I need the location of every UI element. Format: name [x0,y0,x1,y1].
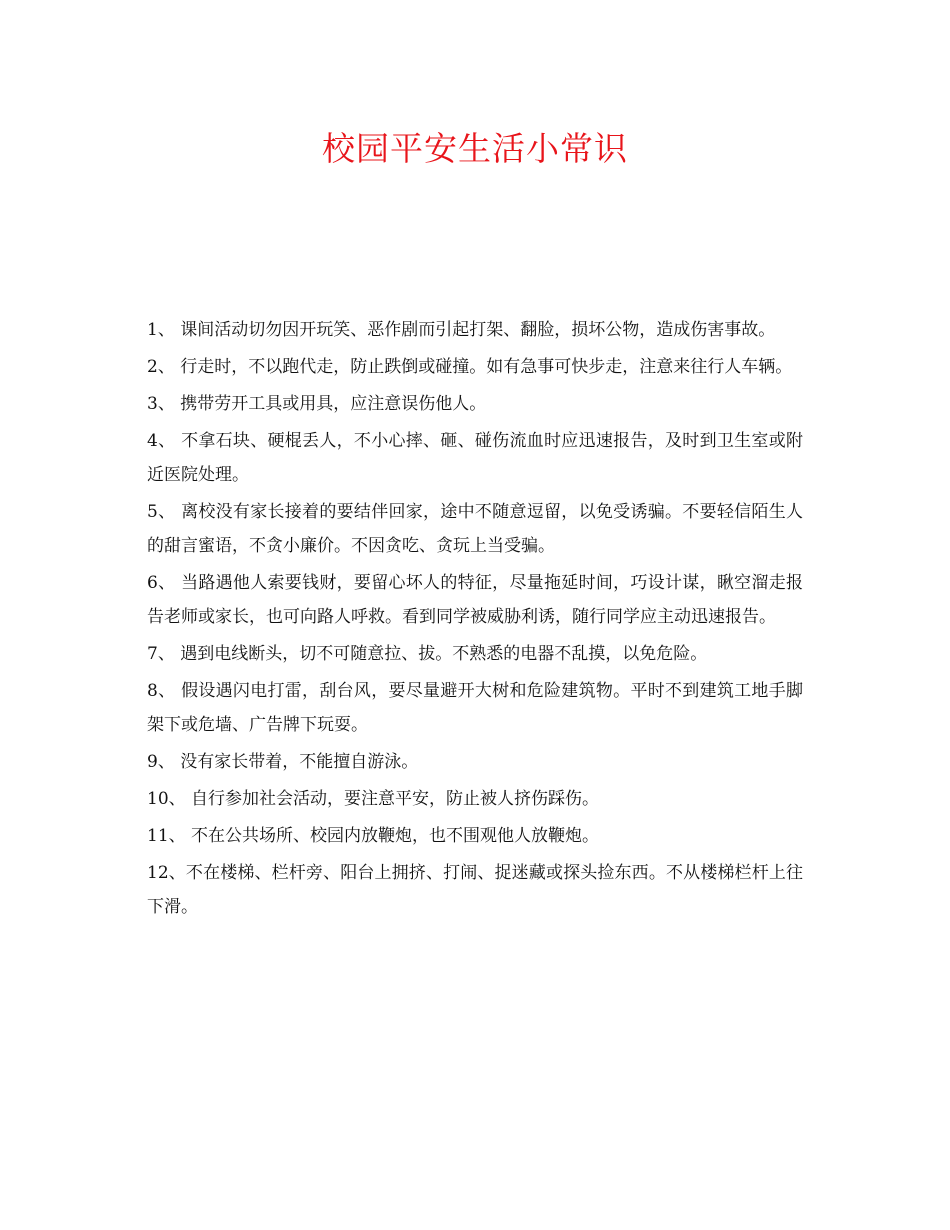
page-title: 校园平安生活小常识 [322,129,628,168]
list-item: 5、 离校没有家长接着的要结伴回家，途中不随意逗留，以免受诱骗。不要轻信陌生人的甜言蜜语，不贪小廉价。不因贪吃、贪玩上当受骗。 [147,502,803,556]
list-item: 7、 遇到电线断头，切不可随意拉、拔。不熟悉的电器不乱摸，以免危险。 [147,644,708,664]
list-item: 6、 当路遇他人索要钱财，要留心坏人的特征，尽量拖延时间，巧设计谋，瞅空溜走报告老师或家长，也可向路人呼救。看到同学被威胁利诱，随行同学应主动迅速报告。 [147,573,803,627]
list-item: 10、 自行参加社会活动，要注意平安，防止被人挤伤踩伤。 [147,789,600,809]
list-item: 12、不在楼梯、栏杆旁、阳台上拥挤、打闹、捉迷藏或探头捡东西。不从楼梯栏杆上往下滑。 [147,863,803,917]
list-item: 1、 课间活动切勿因开玩笑、恶作剧而引起打架、翻脸，损坏公物，造成伤害事故。 [147,320,776,340]
list-item: 2、 行走时，不以跑代走，防止跌倒或碰撞。如有急事可快步走，注意来往行人车辆。 [147,357,793,377]
list-item: 3、 携带劳开工具或用具，应注意误伤他人。 [147,394,487,414]
list-item: 4、 不拿石块、硬棍丢人，不小心摔、砸、碰伤流血时应迅速报告，及时到卫生室或附近医院处理。 [147,431,803,485]
list-item: 9、 没有家长带着，不能擅自游泳。 [147,752,419,772]
list-item: 11、 不在公共场所、校园内放鞭炮，也不围观他人放鞭炮。 [147,826,600,846]
safety-tips-list [147,313,803,927]
list-item: 8、 假设遇闪电打雷，刮台风，要尽量避开大树和危险建筑物。平时不到建筑工地手脚架下或危墙、广告牌下玩耍。 [147,681,803,735]
